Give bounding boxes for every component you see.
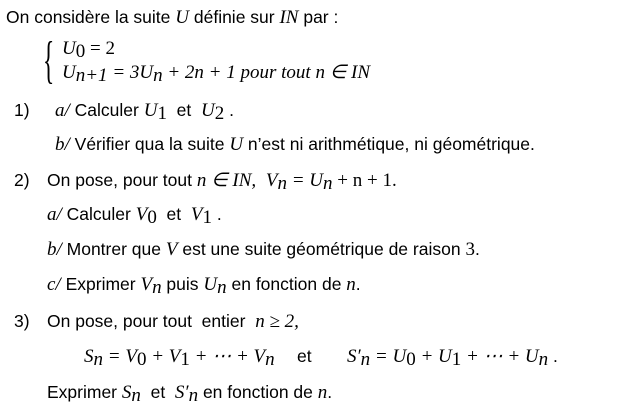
v-subscript: 0 xyxy=(136,349,147,370)
u-symbol: U xyxy=(203,274,218,295)
v-subscript: n xyxy=(265,349,275,370)
sum-sprime-line xyxy=(347,345,558,371)
q3-final-line xyxy=(47,381,332,407)
intro-text-2: définie sur xyxy=(189,7,280,27)
v-subscript: n xyxy=(152,277,162,298)
u-subscript: 1 xyxy=(157,103,167,124)
u-symbol: U xyxy=(143,100,158,121)
s-symbol: S xyxy=(84,346,94,367)
sum-expr: = V xyxy=(103,346,137,367)
v-def: = U xyxy=(286,170,324,191)
v-subscript: 1 xyxy=(202,207,212,228)
q3-final-text: Exprimer xyxy=(47,382,122,402)
q2-condition: n ∈ IN, xyxy=(196,170,257,191)
u-symbol: U xyxy=(62,38,76,59)
u-subscript: n xyxy=(323,173,333,194)
sprime-subscript: n xyxy=(360,349,371,370)
item-label: b/ xyxy=(55,134,70,155)
intro-line xyxy=(6,6,338,29)
u-subscript: 0 xyxy=(406,349,416,370)
q2c-text: Exprimer xyxy=(60,274,141,294)
v-subscript: 1 xyxy=(180,349,190,370)
u-subscript: n xyxy=(538,349,549,370)
intro-text-3: par : xyxy=(298,7,339,27)
u-subscript: 1 xyxy=(451,349,462,370)
sum-expr: + U xyxy=(415,346,452,367)
v-def-2: + n + 1. xyxy=(332,170,397,191)
v-symbol: V xyxy=(265,170,278,191)
dot: . xyxy=(224,100,234,120)
s-symbol: S xyxy=(121,382,132,403)
dot: . xyxy=(211,204,222,224)
q2-number: 2) xyxy=(14,170,30,190)
s-subscript: n xyxy=(93,349,103,370)
u-symbol: U xyxy=(200,100,215,121)
u-subscript: n xyxy=(217,277,227,298)
q3-intro-text: On pose, pour tout entier xyxy=(47,311,256,331)
system-line-2 xyxy=(62,61,370,87)
set-symbol: IN xyxy=(279,7,299,28)
et-text: et xyxy=(166,100,201,120)
q2b-line xyxy=(47,238,480,261)
recurrence-expr: = 3U xyxy=(107,62,154,83)
v-subscript: 0 xyxy=(147,207,157,228)
recurrence-expr-2: + 2n + 1 pour tout n ∈ IN xyxy=(162,62,371,83)
v-symbol: V xyxy=(165,239,178,260)
q2c-text-3: en fonction de xyxy=(226,274,347,294)
u-subscript: 0 xyxy=(75,41,86,62)
q1-number: 1) xyxy=(14,100,30,120)
n-symbol: n xyxy=(346,274,356,295)
sprime-subscript: n xyxy=(188,385,199,406)
q2c-text-2: puis xyxy=(161,274,204,294)
v-symbol: V xyxy=(135,204,148,225)
v-symbol: V xyxy=(190,204,203,225)
sum-expr: + V xyxy=(146,346,181,367)
q1b-text: Vérifier qua la suite xyxy=(69,134,230,154)
q1a-text: Calculer xyxy=(69,100,144,120)
u-symbol: U xyxy=(62,62,76,83)
item-label: b/ xyxy=(47,239,62,260)
q2c-line xyxy=(47,273,361,299)
sum-expr: + ⋯ + V xyxy=(189,346,266,367)
dot: . xyxy=(548,346,558,366)
item-label: a/ xyxy=(47,204,62,225)
dot: . xyxy=(327,382,333,402)
v-symbol: V xyxy=(140,274,153,295)
u-subscript: n+1 xyxy=(75,65,108,86)
u-symbol: U xyxy=(229,134,244,155)
q2a-text: Calculer xyxy=(61,204,136,224)
q1a-line xyxy=(55,99,234,125)
sum-expr: = U xyxy=(370,346,407,367)
u-subscript: 2 xyxy=(214,103,225,124)
q2-intro-text: On pose, pour tout xyxy=(47,170,197,190)
sum-expr: + ⋯ + U xyxy=(461,346,539,367)
dot: . xyxy=(355,274,361,294)
q3-intro-line xyxy=(47,310,299,333)
et-text: et xyxy=(140,382,175,402)
q3-final-text-2: en fonction de xyxy=(198,382,318,402)
item-label: c/ xyxy=(47,274,61,295)
n-symbol: n xyxy=(317,382,328,403)
v-subscript: n xyxy=(277,173,287,194)
u-subscript: n xyxy=(153,65,163,86)
q1b-line xyxy=(55,133,535,156)
ratio-value: 3 xyxy=(465,239,475,260)
q2-intro-line xyxy=(47,169,397,195)
item-label: a/ xyxy=(55,100,70,121)
sequence-symbol: U xyxy=(175,7,189,28)
et-text: et xyxy=(156,204,191,224)
sum-s-line xyxy=(84,345,275,371)
q2b-text: Montrer que xyxy=(61,239,166,259)
u0-value: = 2 xyxy=(85,38,115,59)
sprime-symbol: S′ xyxy=(174,382,189,403)
s-subscript: n xyxy=(131,385,141,406)
q2b-text-2: est une suite géométrique de raison xyxy=(177,239,466,259)
dot: . xyxy=(474,239,480,259)
q2a-line xyxy=(47,203,222,229)
q1b-text-2: n’est ni arithmétique, ni géométrique. xyxy=(243,134,535,154)
system-line-1 xyxy=(62,37,115,63)
system-brace: { xyxy=(43,32,55,89)
sprime-symbol: S′ xyxy=(347,346,361,367)
q3-condition: n ≥ 2, xyxy=(255,311,299,332)
et-word: et xyxy=(297,346,312,366)
intro-text: On considère la suite xyxy=(6,7,176,27)
q3-number: 3) xyxy=(14,311,30,331)
